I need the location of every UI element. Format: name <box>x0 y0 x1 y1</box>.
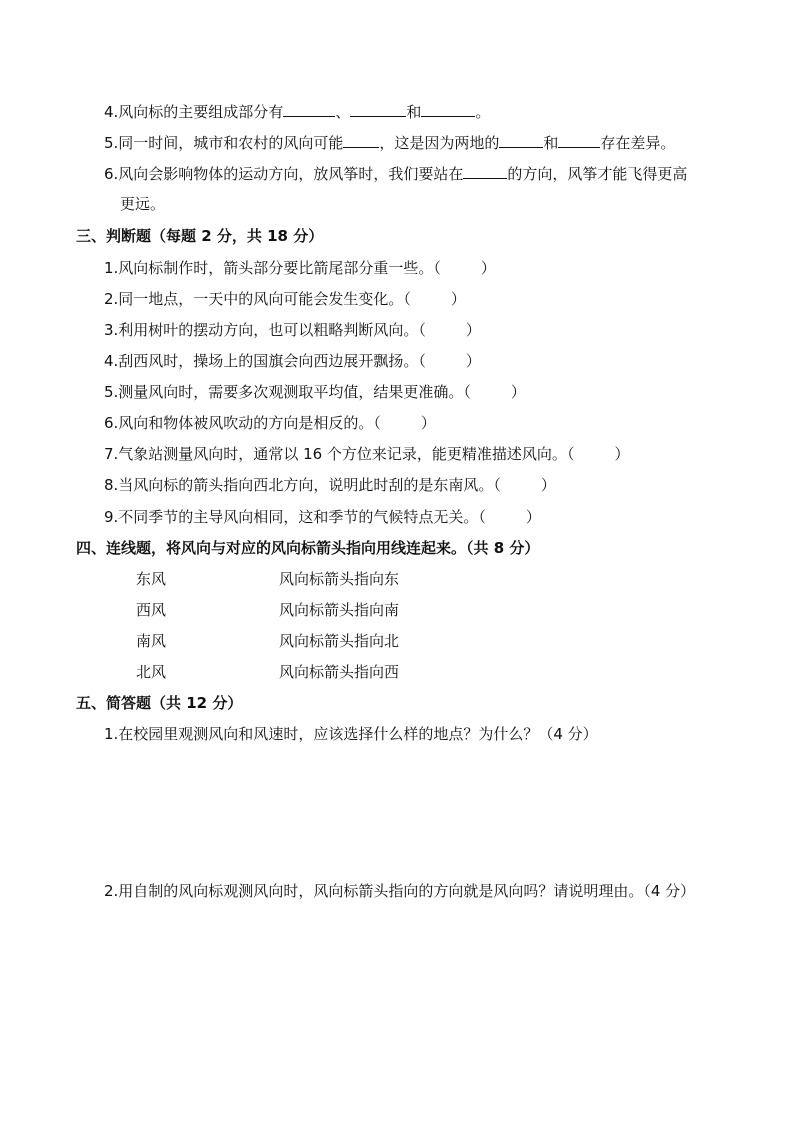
paren-open: （ <box>403 290 411 308</box>
answer-area[interactable] <box>104 910 724 1090</box>
fill-question-4 <box>104 101 490 122</box>
separator: 、 <box>335 103 351 121</box>
question-text: ，这是因为两地的 <box>379 134 500 152</box>
judge-text: 8.当风向标的箭头指向西北方向，说明此时刮的是东南风。 <box>104 476 494 494</box>
separator: 和 <box>406 103 422 121</box>
judge-item <box>104 507 541 527</box>
paren-open: （ <box>463 383 471 401</box>
judge-item <box>104 258 496 278</box>
question-text: 的方向，风筝才能飞得更高 <box>507 165 688 183</box>
question-text: 4.风向标的主要组成部分有 <box>104 103 284 121</box>
answer-blank[interactable] <box>558 132 600 148</box>
fill-question-6-continued: 更远。 <box>120 195 166 213</box>
section-3-title: 三、判断题（每题 2 分，共 18 分） <box>76 227 324 245</box>
short-answer-question-2: 2.用自制的风向标观测风向时，风向标箭头指向的方向就是风向吗？请说明理由。（4 分） <box>104 882 696 900</box>
judge-text: 9.不同季节的主导风向相同，这和季节的气候特点无关。 <box>104 508 479 526</box>
paren-open: （ <box>418 321 426 339</box>
paren-close: ） <box>510 383 526 401</box>
fill-question-5 <box>104 132 675 153</box>
judge-item <box>104 382 526 402</box>
short-answer-question-1: 1.在校园里观测风向和风速时，应该选择什么样的地点？为什么？（4 分） <box>104 725 598 743</box>
answer-blank[interactable] <box>463 163 507 179</box>
match-left-item[interactable]: 东风 <box>136 570 167 588</box>
match-right-item[interactable]: 风向标箭头指向西 <box>279 663 400 681</box>
match-left-item[interactable]: 北风 <box>136 663 167 681</box>
paren-close: ） <box>480 259 496 277</box>
match-left-item[interactable]: 西风 <box>136 601 167 619</box>
judge-text: 1.风向标制作时，箭头部分要比箭尾部分重一些。 <box>104 259 434 277</box>
answer-blank[interactable] <box>499 132 543 148</box>
paren-open: （ <box>493 476 501 494</box>
paren-close: ） <box>614 445 630 463</box>
judge-text: 7.气象站测量风向时，通常以 16 个方位来记录，能更精准描述风向。 <box>104 445 567 463</box>
question-text: 6.风向会影响物体的运动方向，放风筝时，我们要站在 <box>104 165 464 183</box>
answer-blank[interactable] <box>350 101 406 117</box>
answer-blank[interactable] <box>421 101 475 117</box>
judge-item <box>104 475 556 495</box>
paren-close: ） <box>465 352 481 370</box>
match-right-item[interactable]: 风向标箭头指向东 <box>279 570 400 588</box>
judge-item <box>104 413 436 433</box>
judge-item <box>104 351 481 371</box>
question-text: 存在差异。 <box>600 134 676 152</box>
paren-open: （ <box>478 508 486 526</box>
paren-open: （ <box>433 259 441 277</box>
paren-open: （ <box>418 352 426 370</box>
answer-blank[interactable] <box>283 101 335 117</box>
paren-close: ） <box>420 414 436 432</box>
paren-close: ） <box>525 508 541 526</box>
answer-area[interactable] <box>104 752 724 872</box>
paren-close: ） <box>450 290 466 308</box>
section-5-title: 五、简答题（共 12 分） <box>76 694 243 712</box>
judge-item <box>104 289 466 309</box>
question-text: 5.同一时间，城市和农村的风向可能 <box>104 134 344 152</box>
judge-item <box>104 444 629 464</box>
question-text: 和 <box>543 134 559 152</box>
period: 。 <box>475 103 491 121</box>
judge-text: 3.利用树叶的摆动方向，也可以粗略判断风向。 <box>104 321 419 339</box>
answer-blank[interactable] <box>343 132 379 148</box>
judge-text: 5.测量风向时，需要多次观测取平均值，结果更准确。 <box>104 383 464 401</box>
paren-open: （ <box>566 445 575 463</box>
paren-close: ） <box>540 476 556 494</box>
match-right-item[interactable]: 风向标箭头指向北 <box>279 632 400 650</box>
judge-item <box>104 320 481 340</box>
paren-close: ） <box>465 321 481 339</box>
section-4-title: 四、连线题，将风向与对应的风向标箭头指向用线连起来。（共 8 分） <box>76 539 540 557</box>
judge-text: 2.同一地点，一天中的风向可能会发生变化。 <box>104 290 404 308</box>
judge-text: 4.刮西风时，操场上的国旗会向西边展开飘扬。 <box>104 352 419 370</box>
fill-question-6 <box>104 163 687 184</box>
judge-text: 6.风向和物体被风吹动的方向是相反的。 <box>104 414 374 432</box>
paren-open: （ <box>373 414 381 432</box>
match-left-item[interactable]: 南风 <box>136 632 167 650</box>
match-right-item[interactable]: 风向标箭头指向南 <box>279 601 400 619</box>
